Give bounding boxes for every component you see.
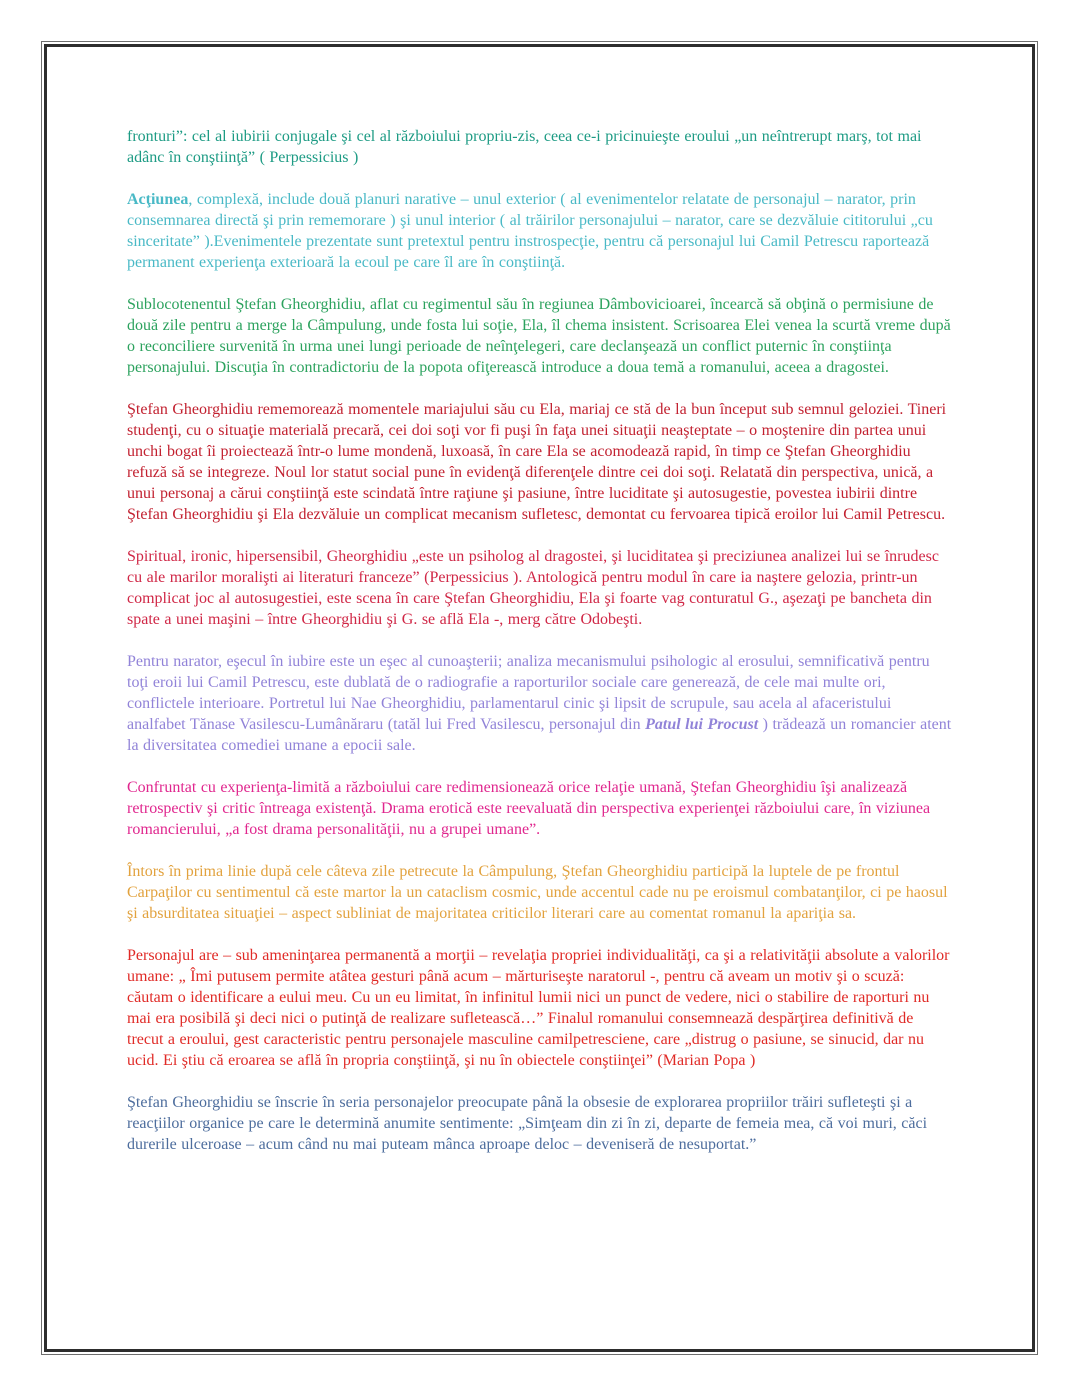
paragraph-spiritual (127, 546, 952, 630)
paragraph-text: ) trădează un romancier atent la diversitatea comediei umane a epocii sale. (127, 716, 952, 754)
paragraph-text: Spiritual, ironic, hipersensibil, Gheorghidiu „este un psiholog al dragostei, şi luciditatea şi preciziunea analizei lui se înrudesc cu ale marilor moralişti ai literaturi franceze” (Perpessicius ). Antologică pentru modul în care ia naştere gelozia, printr-un complicat joc al autosugestiei, este scena în care Ştefan Gheorghidiu, Ela şi foarte vag conturatul G., aşezaţi pe bancheta din spate a unei maşini – între Gheorghidiu şi G. se află Ela -, merg către Odobeşti. (127, 548, 939, 628)
paragraph-confruntat (127, 777, 952, 840)
paragraph-text: Ştefan Gheorghidiu se înscrie în seria personajelor preocupate până la obsesie de explorarea propriilor trăiri sufleteşti şi a reacţiilor organice pe care le determină anumite sentimente: „Simţeam din zi în zi, departe de femeia mea, că voi muri, căci durerile ulceroase – acum când nu mai puteam mânca aproape deloc – deveniseră de nesuportat.” (127, 1094, 928, 1153)
paragraph-text: , complexă, include două planuri narative – unul exterior ( al evenimentelor relatate de personajul – narator, prin consemnarea directă şi prin rememorare ) şi unul interior ( al trăirilor personajului – narator, care se dezvăluie cititorului „cu sinceritate” ).Evenimentele prezentate sunt pretextul pentru instrospecţie, pentru că personajul lui Camil Petrescu raportează permanent experienţa exterioară la ecoul pe care îl are în conştiinţă. (127, 191, 933, 271)
paragraph-pentru-narator (127, 651, 952, 756)
paragraph-sublocotenentul (127, 294, 952, 378)
paragraph-intors (127, 861, 952, 924)
paragraph-text: Personajul are – sub ameninţarea permanentă a morţii – revelaţia propriei individualităţi, ca şi a relativităţii absolute a valorilor umane: „ Îmi putusem permite atâtea gesturi până acum – mărturiseşte naratorul -, pentru că aveam un motiv şi o scuză: căutam o identificare a eului meu. Cu un eu limitat, în infinitul lumii nici un punct de vedere, nici o stabilire de raporturi nu mai era posibilă şi deci nici o putinţă de realizare sufletească…” Finalul romanului consemnează despărţirea definitivă de trecut a eroului, gest caracteristic pentru personajele masculine camilpetresciene, care „distrug o pasiune, se sinucid, dar nu ucid. Ei ştiu că eroarea se află în propria conştiinţă, şi nu în obiectele conştiinţei” (Marian Popa ) (127, 947, 950, 1069)
paragraph-text: Sublocotenentul Ştefan Gheorghidiu, aflat cu regimentul său în regiunea Dâmbovicioarei, încearcă să obţină o permisiune de două zile pentru a merge la Câmpulung, unde fosta lui soţie, Ela, îl chema insistent. Scrisoarea Elei venea la scurtă vreme după o reconciliere survenită în urma unei lungi perioade de neînţelegeri, care declanşează un conflict puternic în conştiinţa personajului. Discuţia în contradictoriu de la popota ofiţerească introduce a doua temă a romanului, aceea a dragostei. (127, 296, 951, 376)
paragraph-text: fronturi”: cel al iubirii conjugale şi cel al războiului propriu-zis, ceea ce-i pricinuieşte eroului „un neîntrerupt marş, tot mai adânc în conştiinţă” ( Perpessicius ) (127, 128, 922, 166)
book-title-patul-lui-procust: Patul lui Procust (645, 716, 759, 733)
document-body (47, 47, 1032, 1349)
paragraph-actiunea (127, 189, 952, 273)
paragraph-text: Pentru narator, eşecul în iubire este un eşec al cunoaşterii; analiza mecanismului psihologic al erosului, semnificativă pentru toţi eroii lui Camil Petrescu, este dublată de o radiografie a raporturilor sociale care generează, de cele mai multe ori, conflictele interioare. Portretul lui Nae Gheorghidiu, parlamentarul cinic şi lipsit de scrupule, sau acela al afaceristului analfabet Tănase Vasilescu-Lumânăraru (tatăl lui Fred Vasilescu, personajul din (127, 653, 930, 733)
paragraph-text: Întors în prima linie după cele câteva zile petrecute la Câmpulung, Ştefan Gheorghidiu participă la luptele de pe frontul Carpaţilor cu sentimentul că este martor la un cataclism cosmic, unde accentul cade nu pe eroismul combatanţilor, ci pe haosul şi absurditatea situaţiei – aspect subliniat de majoritatea criticilor literari care au comentat romanul la apariţia sa. (127, 863, 948, 922)
paragraph-lead-word: Acţiunea (127, 191, 189, 208)
page-border-outer (41, 41, 1038, 1355)
page-border-inner (44, 44, 1035, 1352)
paragraph-text: Ştefan Gheorghidiu rememorează momentele mariajului său cu Ela, mariaj ce stă de la bun început sub semnul geloziei. Tineri studenţi, cu o situaţie materială precară, cei doi soţi vor fi puşi în faţa unei situaţii neaşteptate – o moştenire din partea unui unchi bogat îi proiectează într-o lume mondenă, luxoasă, în care Ela se acomodează rapid, în timp ce Ştefan Gheorghidiu refuză să se integreze. Noul lor statut social pune în evidenţă diferenţele dintre cei doi soţi. Relatată din perspectiva, unică, a unui personaj a cărui conştiinţă este scindată între raţiune şi pasiune, între luciditate şi autosugestie, povestea iubirii dintre Ştefan Gheorghidiu şi Ela dezvăluie un complicat mecanism sufletesc, demontat cu fervoarea tipică eroilor lui Camil Petrescu. (127, 401, 947, 523)
paragraph-se-inscrie (127, 1092, 952, 1155)
paragraph-fronturi (127, 126, 952, 168)
paragraph-rememoreaza (127, 399, 952, 525)
paragraph-text: Confruntat cu experienţa-limită a războiului care redimensionează orice relaţie umană, Ştefan Gheorghidiu îşi analizează retrospectiv şi critic întreaga existenţă. Drama erotică este reevaluată din perspectiva experienţei războiului care, în viziunea romancierului, „a fost drama personalităţii, nu a grupei umane”. (127, 779, 931, 838)
paragraph-personajul-are (127, 945, 952, 1071)
